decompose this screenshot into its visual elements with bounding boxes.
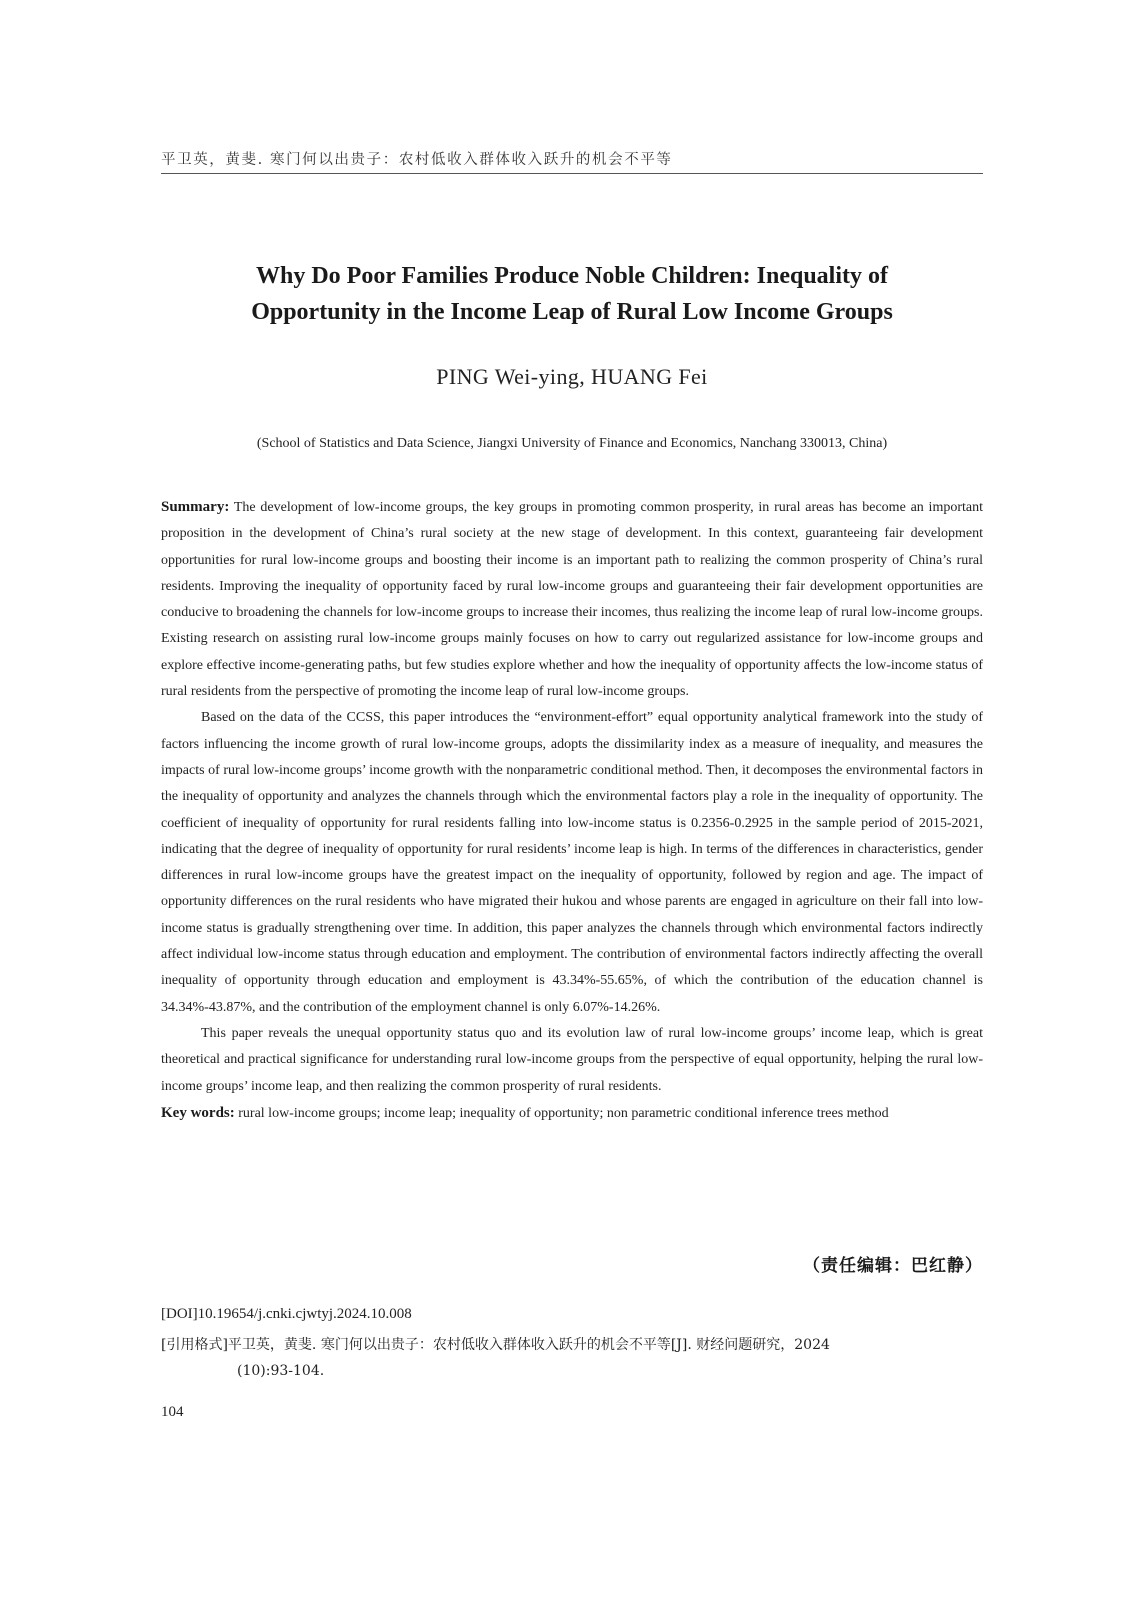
citation-format	[161, 1332, 983, 1384]
summary-paragraph-2: Based on the data of the CCSS, this paper introduces the “environment-effort” equal opportunity analytical framework into the study of factors influencing the income growth of rural low-income groups, adopts the dissimilarity index as a measure of inequality, and measures the impacts of rural low-income groups’ income growth with the nonparametric conditional method. Then, it decomposes the environmental factors in the inequality of opportunity and analyzes the channels through which the environmental factors play a role in the inequality of opportunity. The coefficient of inequality of opportunity for rural residents falling into low-income status is 0.2356-0.2925 in the sample period of 2015-2021, indicating that the degree of inequality of opportunity for rural residents’ income leap is high. In terms of the differences in characteristics, gender differences in rural low-income groups have the greatest impact on the inequality of opportunity, followed by region and age. The impact of opportunity differences on the rural residents who have migrated their hukou and whose parents are engaged in agriculture on their fall into low-income status is gradually strengthening over time. In addition, this paper analyzes the channels through which environmental factors indirectly affect individual low-income status through education and employment. The contribution of environmental factors indirectly affecting the overall inequality of opportunity through education and employment is 43.34%-55.65%, of which the contribution of the education channel is 34.34%-43.87%, and the contribution of the employment channel is only 6.07%-14.26%.	[161, 710, 983, 1015]
summary-paragraph-1	[161, 494, 983, 705]
title-line-2: Opportunity in the Income Leap of Rural Low Income Groups	[251, 299, 893, 325]
title-line-1: Why Do Poor Families Produce Noble Children: Inequality of	[255, 263, 888, 289]
keywords-text: rural low-income groups; income leap; inequality of opportunity; non parametric conditional inference trees method	[238, 1105, 889, 1121]
responsible-editor: （责任编辑：巴红静）	[803, 1256, 983, 1276]
affiliation: (School of Statistics and Data Science, Jiangxi University of Finance and Economics, Nanchang 330013, China)	[256, 436, 888, 451]
summary-label: Summary:	[161, 499, 230, 515]
doi: [DOI]10.19654/j.cnki.cjwtyj.2024.10.008	[161, 1306, 412, 1322]
paper-title	[161, 258, 983, 330]
header-divider	[161, 173, 983, 174]
citation-line-1: [引用格式]平卫英，黄斐. 寒门何以出贵子：农村低收入群体收入跃升的机会不平等[J]. 财经问题研究，2024	[161, 1337, 830, 1353]
page-number: 104	[161, 1404, 184, 1420]
abstract	[161, 494, 983, 1127]
authors: PING Wei-ying, HUANG Fei	[436, 364, 708, 389]
citation-line-2: (10):93-104.	[237, 1363, 325, 1379]
keywords-label: Key words:	[161, 1104, 235, 1121]
running-head: 平卫英，黄斐. 寒门何以出贵子：农村低收入群体收入跃升的机会不平等	[161, 152, 673, 168]
summary-text-1: The development of low-income groups, the key groups in promoting common prosperity, in rural areas has become an important proposition in the development of China’s rural society at the new stage of development. In this context, guaranteeing fair development opportunities for rural low-income groups and boosting their income is an important path to realizing the common prosperity of China’s rural residents. Improving the inequality of opportunity faced by rural low-income groups and guaranteeing their fair development opportunities are conducive to broadening the channels for low-income groups to increase their incomes, thus realizing the income leap of rural low-income groups. Existing research on assisting rural low-income groups mainly focuses on how to carry out regularized assistance for low-income groups and explore effective income-generating paths, but few studies explore whether and how the inequality of opportunity affects the low-income status of rural residents from the perspective of promoting the income leap of rural low-income groups.	[161, 500, 983, 700]
keywords-paragraph	[161, 1100, 983, 1127]
summary-paragraph-3: This paper reveals the unequal opportunity status quo and its evolution law of rural low-income groups’ income leap, which is great theoretical and practical significance for understanding rural low-income groups from the perspective of equal opportunity, helping the rural low-income groups’ income leap, and then realizing the common prosperity of rural residents.	[161, 1025, 983, 1094]
